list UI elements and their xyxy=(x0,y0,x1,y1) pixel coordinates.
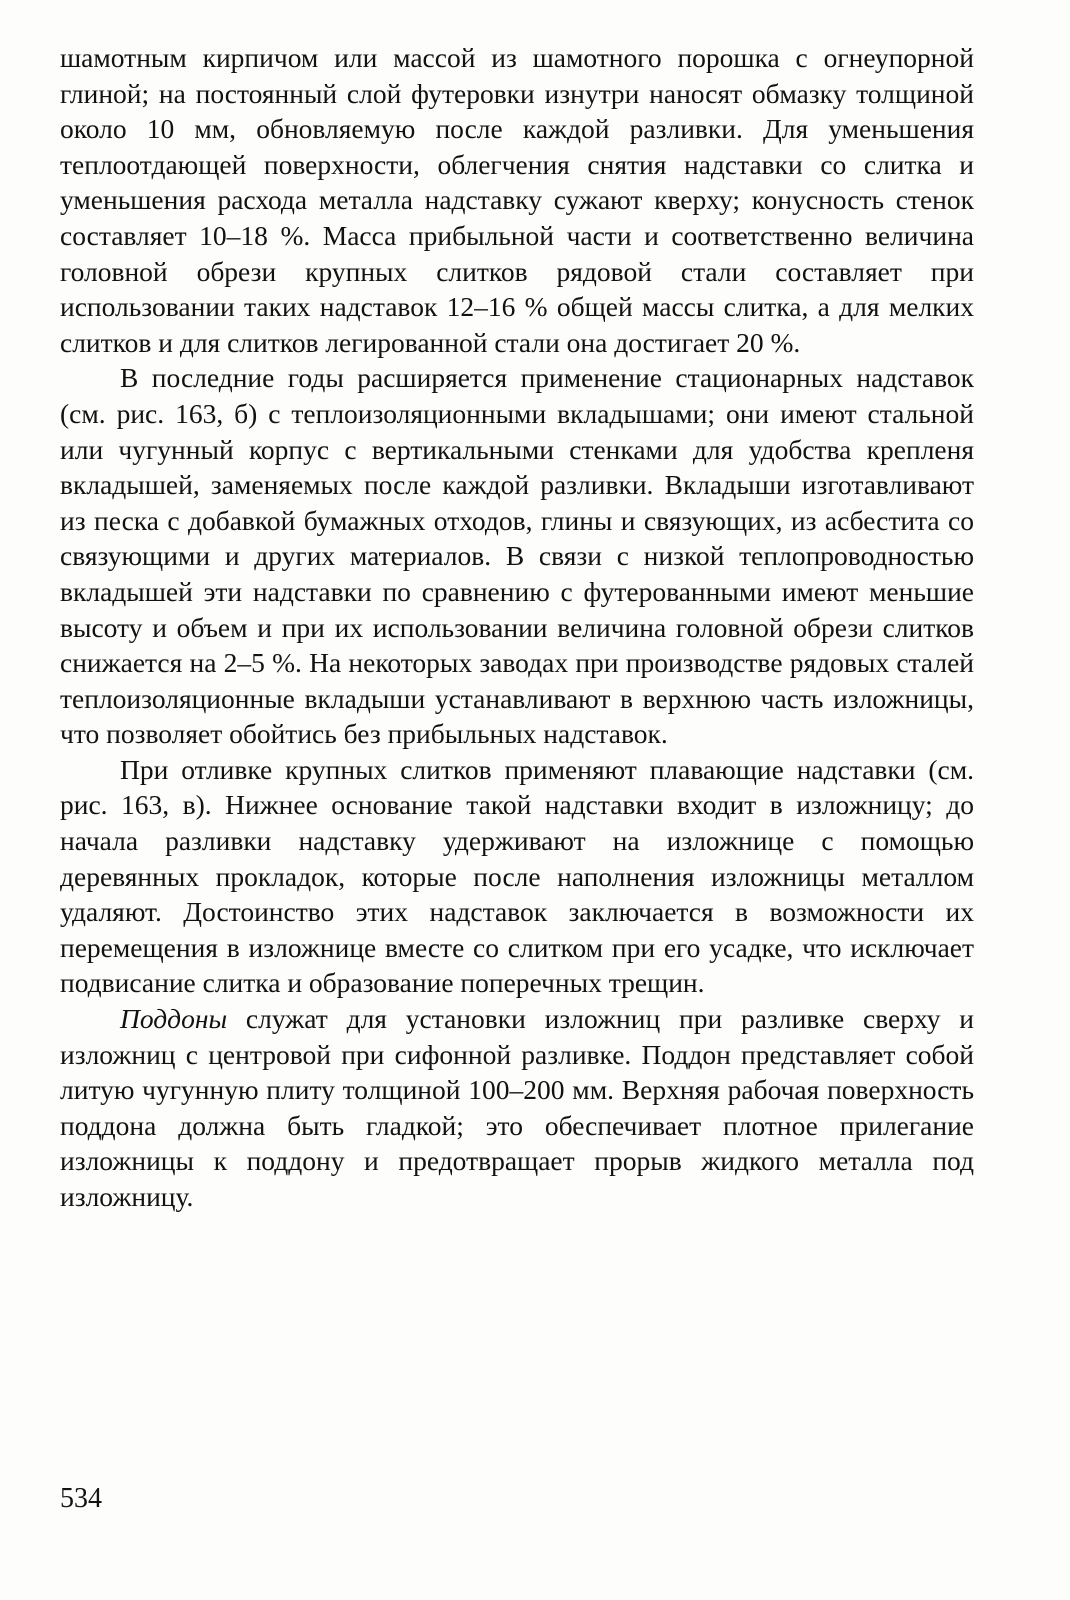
paragraph-2-text: В последние годы расширяется применение стационарных надставок (см. рис. 163, б) с теплоизоляционными вкладышами; они имеют стальной или чугунный корпус с вертикальными стенками для удобства крепленя вкладышей, заменяемых после каждой разливки. Вкладыши изготавливают из песка с добавкой бумажных отходов, глины и связующих, из асбестита со связующими и других материалов. В связи с низкой теплопроводностью вкладышей эти надставки по сравнению с футерованными имеют меньшие высоту и объем и при их использовании величина головной обрези слитков снижается на 2–5 %. На некоторых заводах при производстве рядовых сталей теплоизоляционные вкладыши устанавливают в верхнюю часть изложницы, что позволяет обойтись без прибыльных надставок. xyxy=(60,362,974,750)
paragraph-4-text: служат для установки изложниц при разливке сверху и изложниц с центровой при сифонной разливке. Поддон представляет собой литую чугунную плиту толщиной 100–200 мм. Верхняя рабочая поверхность поддона должна быть гладкой; это обеспечивает плотное прилегание изложницы к поддону и предотвращает прорыв жидкого металла под изложницу. xyxy=(60,1003,974,1212)
paragraph-1-text: шамотным кирпичом или массой из шамотного порошка с огнеупорной глиной; на постоянный слой футеровки изнутри наносят обмазку толщиной около 10 мм, обновляемую после каждой разливки. Для уменьшения теплоотдающей поверхности, облегчения снятия надставки со слитка и уменьшения расхода металла надставку сужают кверху; конусность стенок составляет 10–18 %. Масса прибыльной части и соответственно величина головной обрези крупных слитков рядовой стали составляет при использовании таких надставок 12–16 % общей массы слитка, а для мелких слитков и для слитков легированной стали она достигает 20 %. xyxy=(60,42,974,358)
body-text xyxy=(60,40,974,1215)
paragraph-2 xyxy=(60,360,974,752)
page-number: 534 xyxy=(60,1483,102,1514)
paragraph-4 xyxy=(60,1001,974,1215)
paragraph-3-text: При отливке крупных слитков применяют плавающие надставки (см. рис. 163, в). Нижнее основание такой надставки входит в изложницу; до начала разливки надставку удерживают на изложнице с помощью деревянных прокладок, которые после наполнения изложницы металлом удаляют. Достоинство этих надставок заключается в возможности их перемещения в изложнице вместе со слитком при его усадке, что исключает подвисание слитка и образование поперечных трещин. xyxy=(60,753,974,999)
paragraph-3 xyxy=(60,752,974,1001)
paragraph-1-continuation xyxy=(60,40,974,360)
paragraph-4-term: Поддоны xyxy=(120,1003,228,1035)
